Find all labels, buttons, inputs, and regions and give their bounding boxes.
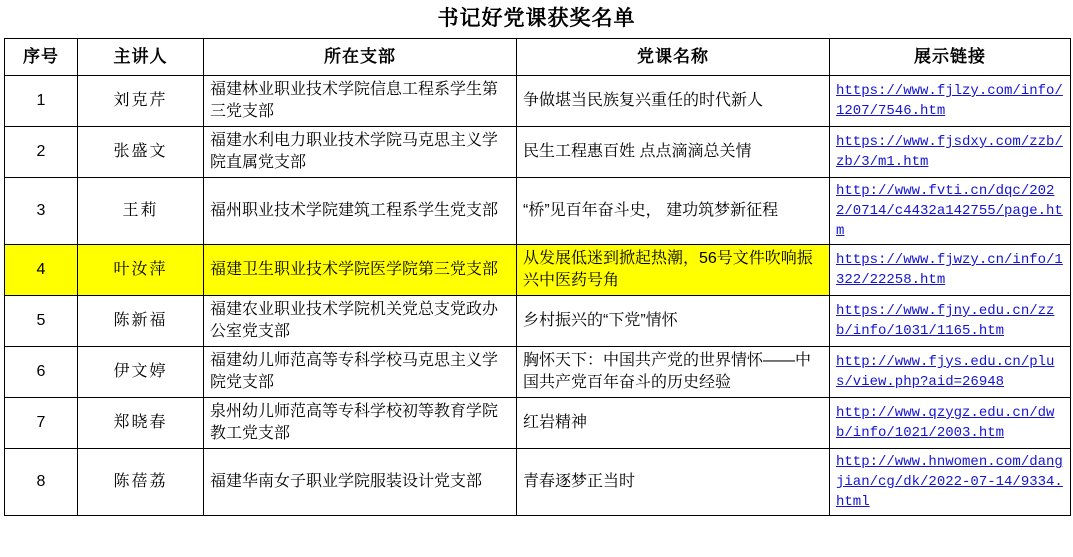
cell-speaker: 陈蓓荔 (78, 449, 204, 516)
table-row (5, 76, 1071, 127)
cell-index: 7 (5, 398, 78, 449)
table-row (5, 347, 1071, 398)
cell-link (830, 127, 1071, 178)
cell-link (830, 245, 1071, 296)
cell-speaker: 郑晓春 (78, 398, 204, 449)
cell-lesson: 红岩精神 (517, 398, 830, 449)
cell-branch: 福建华南女子职业学院服装设计党支部 (204, 449, 517, 516)
cell-index: 1 (5, 76, 78, 127)
cell-link (830, 449, 1071, 516)
cell-index: 6 (5, 347, 78, 398)
presentation-link[interactable]: http://www.qzygz.edu.cn/dwb/info/1021/2003.htm (836, 405, 1055, 441)
award-list-table (4, 38, 1071, 516)
column-header-branch: 所在支部 (204, 39, 517, 76)
table-row (5, 127, 1071, 178)
cell-lesson: 争做堪当民族复兴重任的时代新人 (517, 76, 830, 127)
presentation-link[interactable]: https://www.fjsdxy.com/zzb/zb/3/m1.htm (836, 134, 1063, 170)
cell-lesson: “桥”见百年奋斗史， 建功筑梦新征程 (517, 178, 830, 245)
cell-speaker: 叶汝萍 (78, 245, 204, 296)
cell-branch: 福建幼儿师范高等专科学校马克思主义学院党支部 (204, 347, 517, 398)
table-row (5, 398, 1071, 449)
presentation-link[interactable]: https://www.fjny.edu.cn/zzb/info/1031/1165.htm (836, 303, 1055, 339)
cell-branch: 福建水利电力职业技术学院马克思主义学院直属党支部 (204, 127, 517, 178)
cell-index: 2 (5, 127, 78, 178)
presentation-link[interactable]: http://www.fjys.edu.cn/plus/view.php?aid=26948 (836, 354, 1055, 390)
column-header-link: 展示链接 (830, 39, 1071, 76)
cell-branch: 福建林业职业技术学院信息工程系学生第三党支部 (204, 76, 517, 127)
cell-speaker: 张盛文 (78, 127, 204, 178)
cell-lesson: 乡村振兴的“下党”情怀 (517, 296, 830, 347)
cell-lesson: 胸怀天下：中国共产党的世界情怀——中国共产党百年奋斗的历史经验 (517, 347, 830, 398)
cell-index: 8 (5, 449, 78, 516)
table-row (5, 449, 1071, 516)
cell-index: 5 (5, 296, 78, 347)
cell-branch: 泉州幼儿师范高等专科学校初等教育学院教工党支部 (204, 398, 517, 449)
presentation-link[interactable]: https://www.fjwzy.cn/info/1322/22258.htm (836, 252, 1063, 288)
page-title: 书记好党课获奖名单 (437, 7, 636, 30)
table-row (5, 178, 1071, 245)
column-header-index: 序号 (5, 39, 78, 76)
cell-lesson: 民生工程惠百姓 点点滴滴总关情 (517, 127, 830, 178)
table-row (5, 245, 1071, 296)
cell-lesson: 青春逐梦正当时 (517, 449, 830, 516)
cell-branch: 福建农业职业技术学院机关党总支党政办公室党支部 (204, 296, 517, 347)
cell-speaker: 陈新福 (78, 296, 204, 347)
cell-index: 3 (5, 178, 78, 245)
cell-link (830, 178, 1071, 245)
cell-speaker: 刘克芹 (78, 76, 204, 127)
presentation-link[interactable]: http://www.hnwomen.com/dangjian/cg/dk/2022-07-14/9334.html (836, 454, 1063, 510)
cell-branch: 福建卫生职业技术学院医学院第三党支部 (204, 245, 517, 296)
cell-link (830, 347, 1071, 398)
table-header-row (5, 39, 1071, 76)
column-header-lesson: 党课名称 (517, 39, 830, 76)
cell-speaker: 伊文婷 (78, 347, 204, 398)
cell-link (830, 296, 1071, 347)
cell-link (830, 76, 1071, 127)
column-header-speaker: 主讲人 (78, 39, 204, 76)
table-row (5, 296, 1071, 347)
cell-branch: 福州职业技术学院建筑工程系学生党支部 (204, 178, 517, 245)
cell-lesson: 从发展低迷到掀起热潮，56号文件吹响振兴中医药号角 (517, 245, 830, 296)
cell-link (830, 398, 1071, 449)
cell-speaker: 王莉 (78, 178, 204, 245)
presentation-link[interactable]: https://www.fjlzy.com/info/1207/7546.htm (836, 83, 1063, 119)
presentation-link[interactable]: http://www.fvti.cn/dqc/2022/0714/c4432a142755/page.htm (836, 183, 1063, 239)
cell-index: 4 (5, 245, 78, 296)
